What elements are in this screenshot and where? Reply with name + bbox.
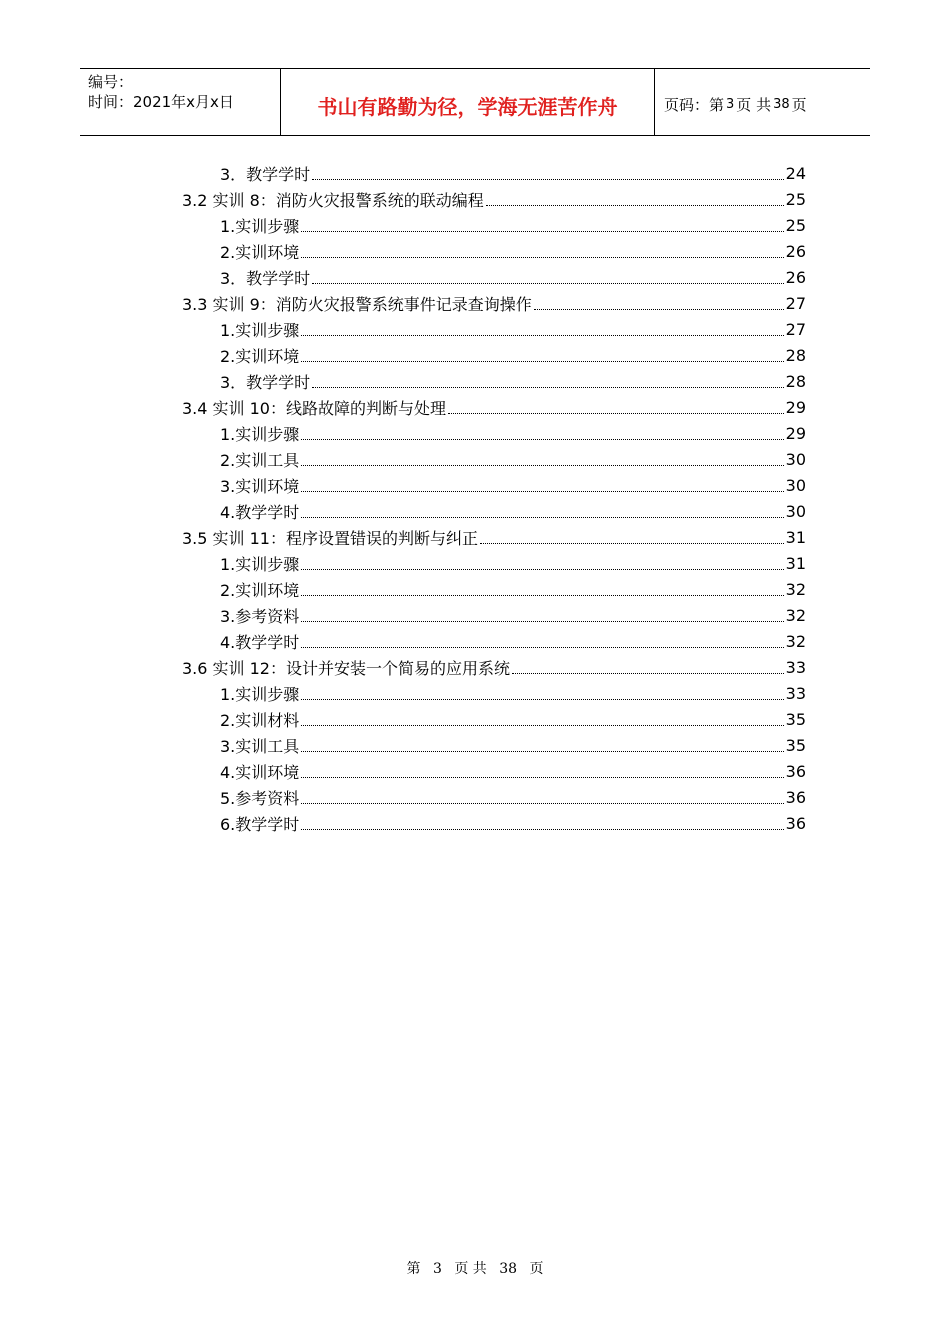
toc-entry-page: 32: [785, 579, 806, 599]
toc-entry[interactable]: [182, 524, 806, 550]
toc-entry[interactable]: [182, 420, 806, 446]
toc-entry-label: 2.实训工具: [220, 450, 300, 470]
toc-entry-label: 2.实训环境: [220, 580, 300, 600]
toc-entry[interactable]: [182, 550, 806, 576]
toc-dot-leader: [301, 621, 783, 622]
toc-dot-leader: [534, 309, 784, 310]
header-motto: 书山有路勤为径，学海无涯苦作舟: [281, 69, 655, 135]
toc-entry-page: 25: [785, 189, 806, 209]
toc-entry-label: 3.实训工具: [220, 736, 300, 756]
toc-entry[interactable]: [182, 498, 806, 524]
toc-entry[interactable]: [182, 576, 806, 602]
toc-dot-leader: [301, 465, 783, 466]
toc-entry[interactable]: [182, 602, 806, 628]
toc-entry-page: 36: [785, 761, 806, 781]
toc-entry-page: 35: [785, 735, 806, 755]
toc-dot-leader: [301, 829, 783, 830]
toc-entry-page: 36: [785, 787, 806, 807]
toc-entry[interactable]: [182, 446, 806, 472]
toc-entry-label: 2.实训环境: [220, 346, 300, 366]
toc-entry[interactable]: [182, 732, 806, 758]
toc-dot-leader: [512, 673, 784, 674]
page-footer: [0, 1258, 950, 1278]
toc-dot-leader: [448, 413, 784, 414]
toc-entry[interactable]: [182, 368, 806, 394]
toc-entry-label: 1.实训步骤: [220, 684, 300, 704]
toc-entry-page: 29: [785, 423, 806, 443]
toc-entry-page: 29: [785, 397, 806, 417]
toc-entry[interactable]: [182, 706, 806, 732]
header-page-number: 3: [726, 96, 735, 112]
toc-entry-label: 3.5 实训 11：程序设置错误的判断与纠正: [182, 528, 478, 548]
toc-entry-page: 28: [785, 345, 806, 365]
toc-entry-page: 31: [785, 527, 806, 547]
toc-entry-page: 33: [785, 657, 806, 677]
toc-entry[interactable]: [182, 784, 806, 810]
toc-entry-page: 32: [785, 631, 806, 651]
toc-dot-leader: [301, 491, 783, 492]
toc-entry-page: 33: [785, 683, 806, 703]
toc-entry[interactable]: [182, 342, 806, 368]
toc-entry[interactable]: [182, 394, 806, 420]
toc-entry[interactable]: [182, 680, 806, 706]
toc-dot-leader: [301, 231, 783, 232]
toc-entry-label: 4.实训环境: [220, 762, 300, 782]
toc-dot-leader: [301, 335, 783, 336]
toc-dot-leader: [301, 725, 783, 726]
header-time-label: 时间：2021年x月x日: [88, 93, 234, 111]
toc-dot-leader: [312, 387, 783, 388]
toc-entry[interactable]: [182, 264, 806, 290]
toc-entry-label: 3.2 实训 8：消防火灾报警系统的联动编程: [182, 190, 484, 210]
toc-entry-page: 25: [785, 215, 806, 235]
toc-entry[interactable]: [182, 186, 806, 212]
toc-dot-leader: [301, 361, 783, 362]
toc-dot-leader: [301, 699, 783, 700]
header-page-mid: 页 共: [736, 95, 772, 114]
toc-entry-page: 30: [785, 449, 806, 469]
toc-entry-page: 27: [785, 293, 806, 313]
header-number-label: 编号：: [88, 73, 134, 91]
toc-entry-label: 1.实训步骤: [220, 320, 300, 340]
toc-entry-page: 28: [785, 371, 806, 391]
toc-entry-label: 3．教学学时: [220, 372, 311, 392]
toc-entry-label: 4.教学学时: [220, 632, 300, 652]
page-header: [80, 68, 870, 136]
toc-entry[interactable]: [182, 654, 806, 680]
toc-entry-label: 1.实训步骤: [220, 554, 300, 574]
toc-entry-label: 3.3 实训 9：消防火灾报警系统事件记录查询操作: [182, 294, 532, 314]
header-page-end: 页: [791, 95, 807, 114]
toc-entry[interactable]: [182, 810, 806, 836]
toc-entry-page: 30: [785, 501, 806, 521]
toc-entry[interactable]: [182, 290, 806, 316]
header-page-info: [655, 69, 870, 135]
toc-dot-leader: [480, 543, 784, 544]
toc-entry-page: 35: [785, 709, 806, 729]
toc-entry-label: 5.参考资料: [220, 788, 300, 808]
header-page-label: 页码：第: [664, 95, 725, 114]
toc-dot-leader: [312, 283, 783, 284]
toc-entry-page: 32: [785, 605, 806, 625]
toc-dot-leader: [301, 257, 783, 258]
header-total-pages: 38: [773, 96, 790, 112]
toc-entry-label: 1.实训步骤: [220, 424, 300, 444]
toc-entry-page: 27: [785, 319, 806, 339]
toc-dot-leader: [301, 803, 783, 804]
toc-entry-label: 3．教学学时: [220, 268, 311, 288]
toc-entry-label: 3.实训环境: [220, 476, 300, 496]
toc-entry[interactable]: [182, 472, 806, 498]
toc-entry[interactable]: [182, 628, 806, 654]
toc-entry[interactable]: [182, 212, 806, 238]
toc-entry-label: 2.实训环境: [220, 242, 300, 262]
toc-entry-page: 26: [785, 241, 806, 261]
toc-dot-leader: [312, 179, 783, 180]
toc-dot-leader: [301, 595, 783, 596]
toc-entry-label: 2.实训材料: [220, 710, 300, 730]
toc-entry-label: 3.4 实训 10：线路故障的判断与处理: [182, 398, 446, 418]
toc-entry-page: 36: [785, 813, 806, 833]
footer-total-pages: 38: [499, 1261, 518, 1277]
toc-entry-page: 30: [785, 475, 806, 495]
toc-entry-label: 3．教学学时: [220, 164, 311, 184]
toc-entry-label: 4.教学学时: [220, 502, 300, 522]
toc-entry-page: 31: [785, 553, 806, 573]
toc-dot-leader: [301, 647, 783, 648]
footer-prefix: 第: [406, 1261, 421, 1277]
toc-entry-label: 3.6 实训 12：设计并安装一个简易的应用系统: [182, 658, 510, 678]
footer-suffix: 页: [529, 1261, 544, 1277]
toc-entry[interactable]: [182, 238, 806, 264]
toc-dot-leader: [301, 517, 783, 518]
header-meta: [80, 69, 281, 135]
footer-mid: 页 共: [454, 1261, 487, 1277]
toc-entry[interactable]: [182, 758, 806, 784]
toc-entry-page: 26: [785, 267, 806, 287]
toc-entry-label: 6.教学学时: [220, 814, 300, 834]
toc-entry-page: 24: [785, 163, 806, 183]
toc-dot-leader: [301, 439, 783, 440]
toc-dot-leader: [301, 569, 783, 570]
toc-entry-label: 1.实训步骤: [220, 216, 300, 236]
toc-dot-leader: [301, 751, 783, 752]
toc-entry[interactable]: [182, 160, 806, 186]
footer-page-number: 3: [432, 1261, 442, 1277]
toc-entry[interactable]: [182, 316, 806, 342]
toc-dot-leader: [486, 205, 784, 206]
toc-dot-leader: [301, 777, 783, 778]
toc-entry-label: 3.参考资料: [220, 606, 300, 626]
table-of-contents: [182, 160, 806, 836]
